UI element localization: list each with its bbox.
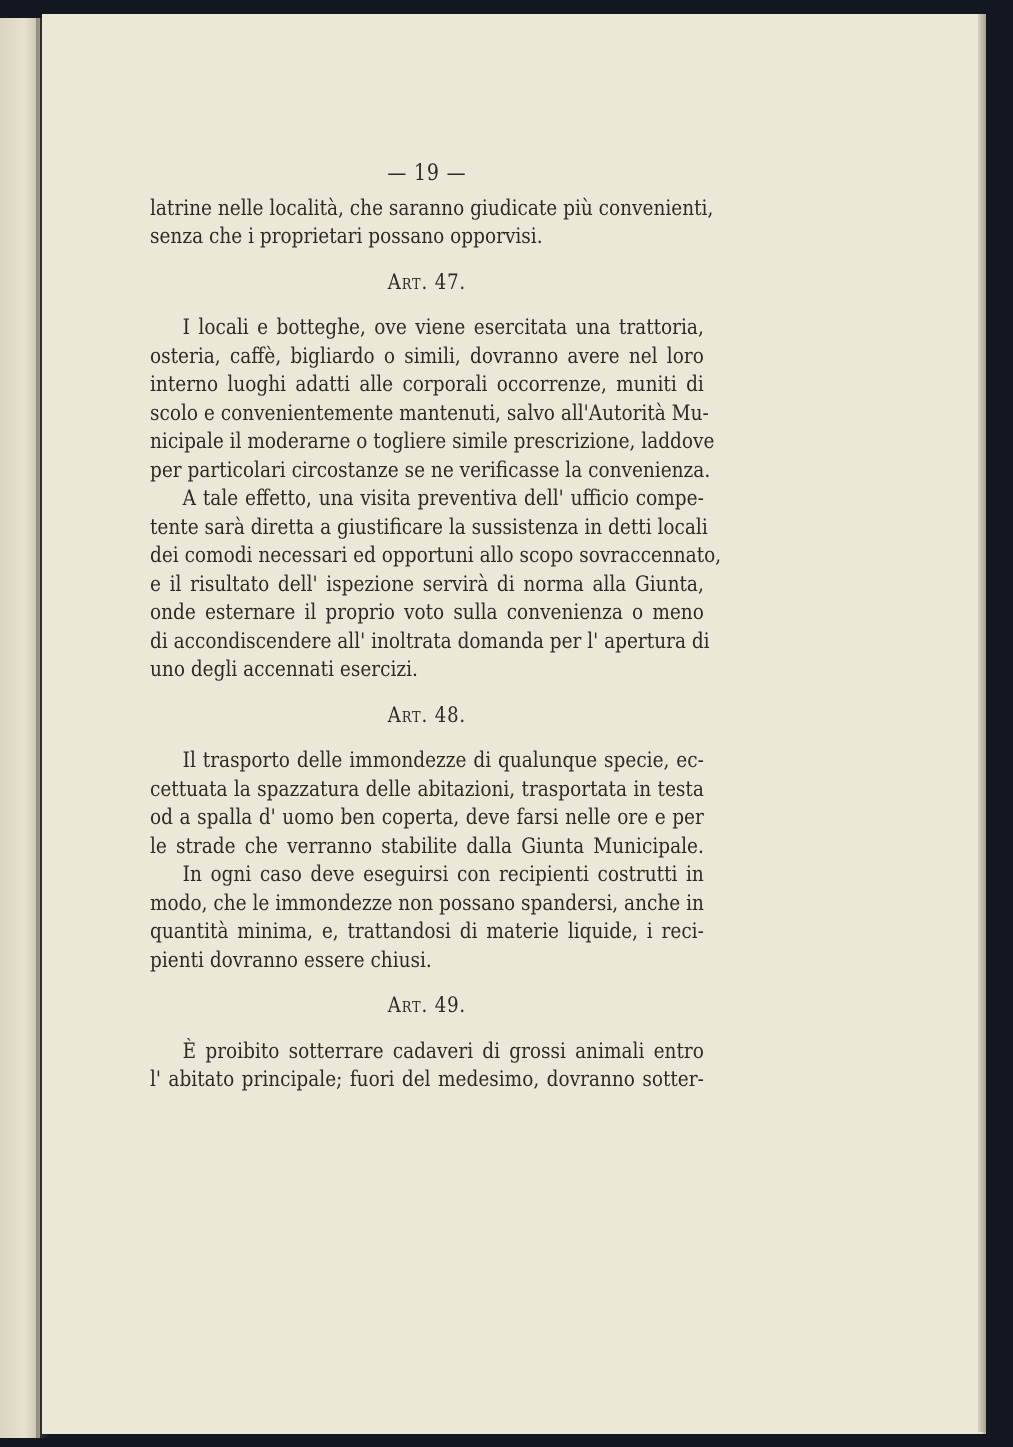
page-number: — 19 — (387, 161, 467, 186)
text-line: interno luoghi adatti alle corporali occorrenze, muniti di (150, 372, 704, 397)
article-heading-49: Art. 49. (387, 993, 467, 1017)
text-line: È proibito sotterrare cadaveri di grossi animali entro (182, 1038, 704, 1064)
text-line: od a spalla d' uomo ben coperta, deve farsi nelle ore e per (150, 805, 704, 830)
text-line: per particolari circostanze se ne verificasse la convenienza. (150, 457, 711, 483)
text-line: onde esternare il proprio voto sulla convenienza o meno (150, 600, 704, 625)
page-text (150, 160, 722, 1095)
text-line: di accondiscendere all' inoltrata domanda per l' apertura di (150, 628, 710, 654)
intro-paragraph (150, 195, 714, 252)
article-48-paragraph-1 (150, 747, 704, 861)
article-47-paragraph-2 (150, 485, 722, 685)
text-line: uno degli accennati esercizi. (150, 657, 418, 682)
text-line: senza che i proprietari possano opporvisi. (150, 224, 543, 249)
text-line: dei comodi necessari ed opportuni allo scopo sovraccennato, (150, 543, 722, 568)
article-47-paragraph-1 (150, 314, 715, 485)
text-line: A tale effetto, una visita preventiva dell' ufficio compe- (182, 486, 704, 511)
article-48-paragraph-2 (150, 861, 704, 975)
article-heading-48: Art. 48. (387, 702, 467, 727)
text-line: e il risultato dell' ispezione servirà di norma alla Giunta, (150, 571, 704, 597)
text-line: quantità minima, e, trattandosi di materie liquide, i reci- (150, 919, 704, 944)
article-49-paragraph-1 (150, 1038, 704, 1095)
text-line: tente sarà diretta a giustificare la sussistenza in detti locali (150, 514, 708, 540)
page-stack-edge (978, 14, 986, 1432)
article-heading-47: Art. 47. (387, 269, 467, 294)
text-line: Il trasporto delle immondezze di qualunque specie, ec- (182, 748, 704, 773)
text-line: scolo e convenientemente mantenuti, salvo all'Autorità Mu- (150, 400, 709, 426)
text-line: I locali e botteghe, ove viene esercitata una trattoria, (182, 315, 704, 340)
text-line: nicipale il moderarne o togliere simile prescrizione, laddove (150, 429, 715, 454)
text-line: pienti dovranno essere chiusi. (150, 947, 432, 973)
text-line: modo, che le immondezze non possano spandersi, anche in (150, 890, 704, 916)
text-line: In ogni caso deve eseguirsi con recipienti costrutti in (182, 862, 704, 887)
text-line: le strade che verranno stabilite dalla Giunta Municipale. (150, 833, 704, 859)
facing-page-edge (0, 18, 40, 1438)
text-line: latrine nelle località, che saranno giudicate più convenienti, (150, 195, 714, 221)
text-line: osteria, caffè, bigliardo o simili, dovranno avere nel loro (150, 343, 704, 369)
text-line: cettuata la spazzatura delle abitazioni, trasportata in testa (150, 776, 704, 802)
text-line: l' abitato principale; fuori del medesimo, dovranno sotter- (150, 1067, 704, 1092)
